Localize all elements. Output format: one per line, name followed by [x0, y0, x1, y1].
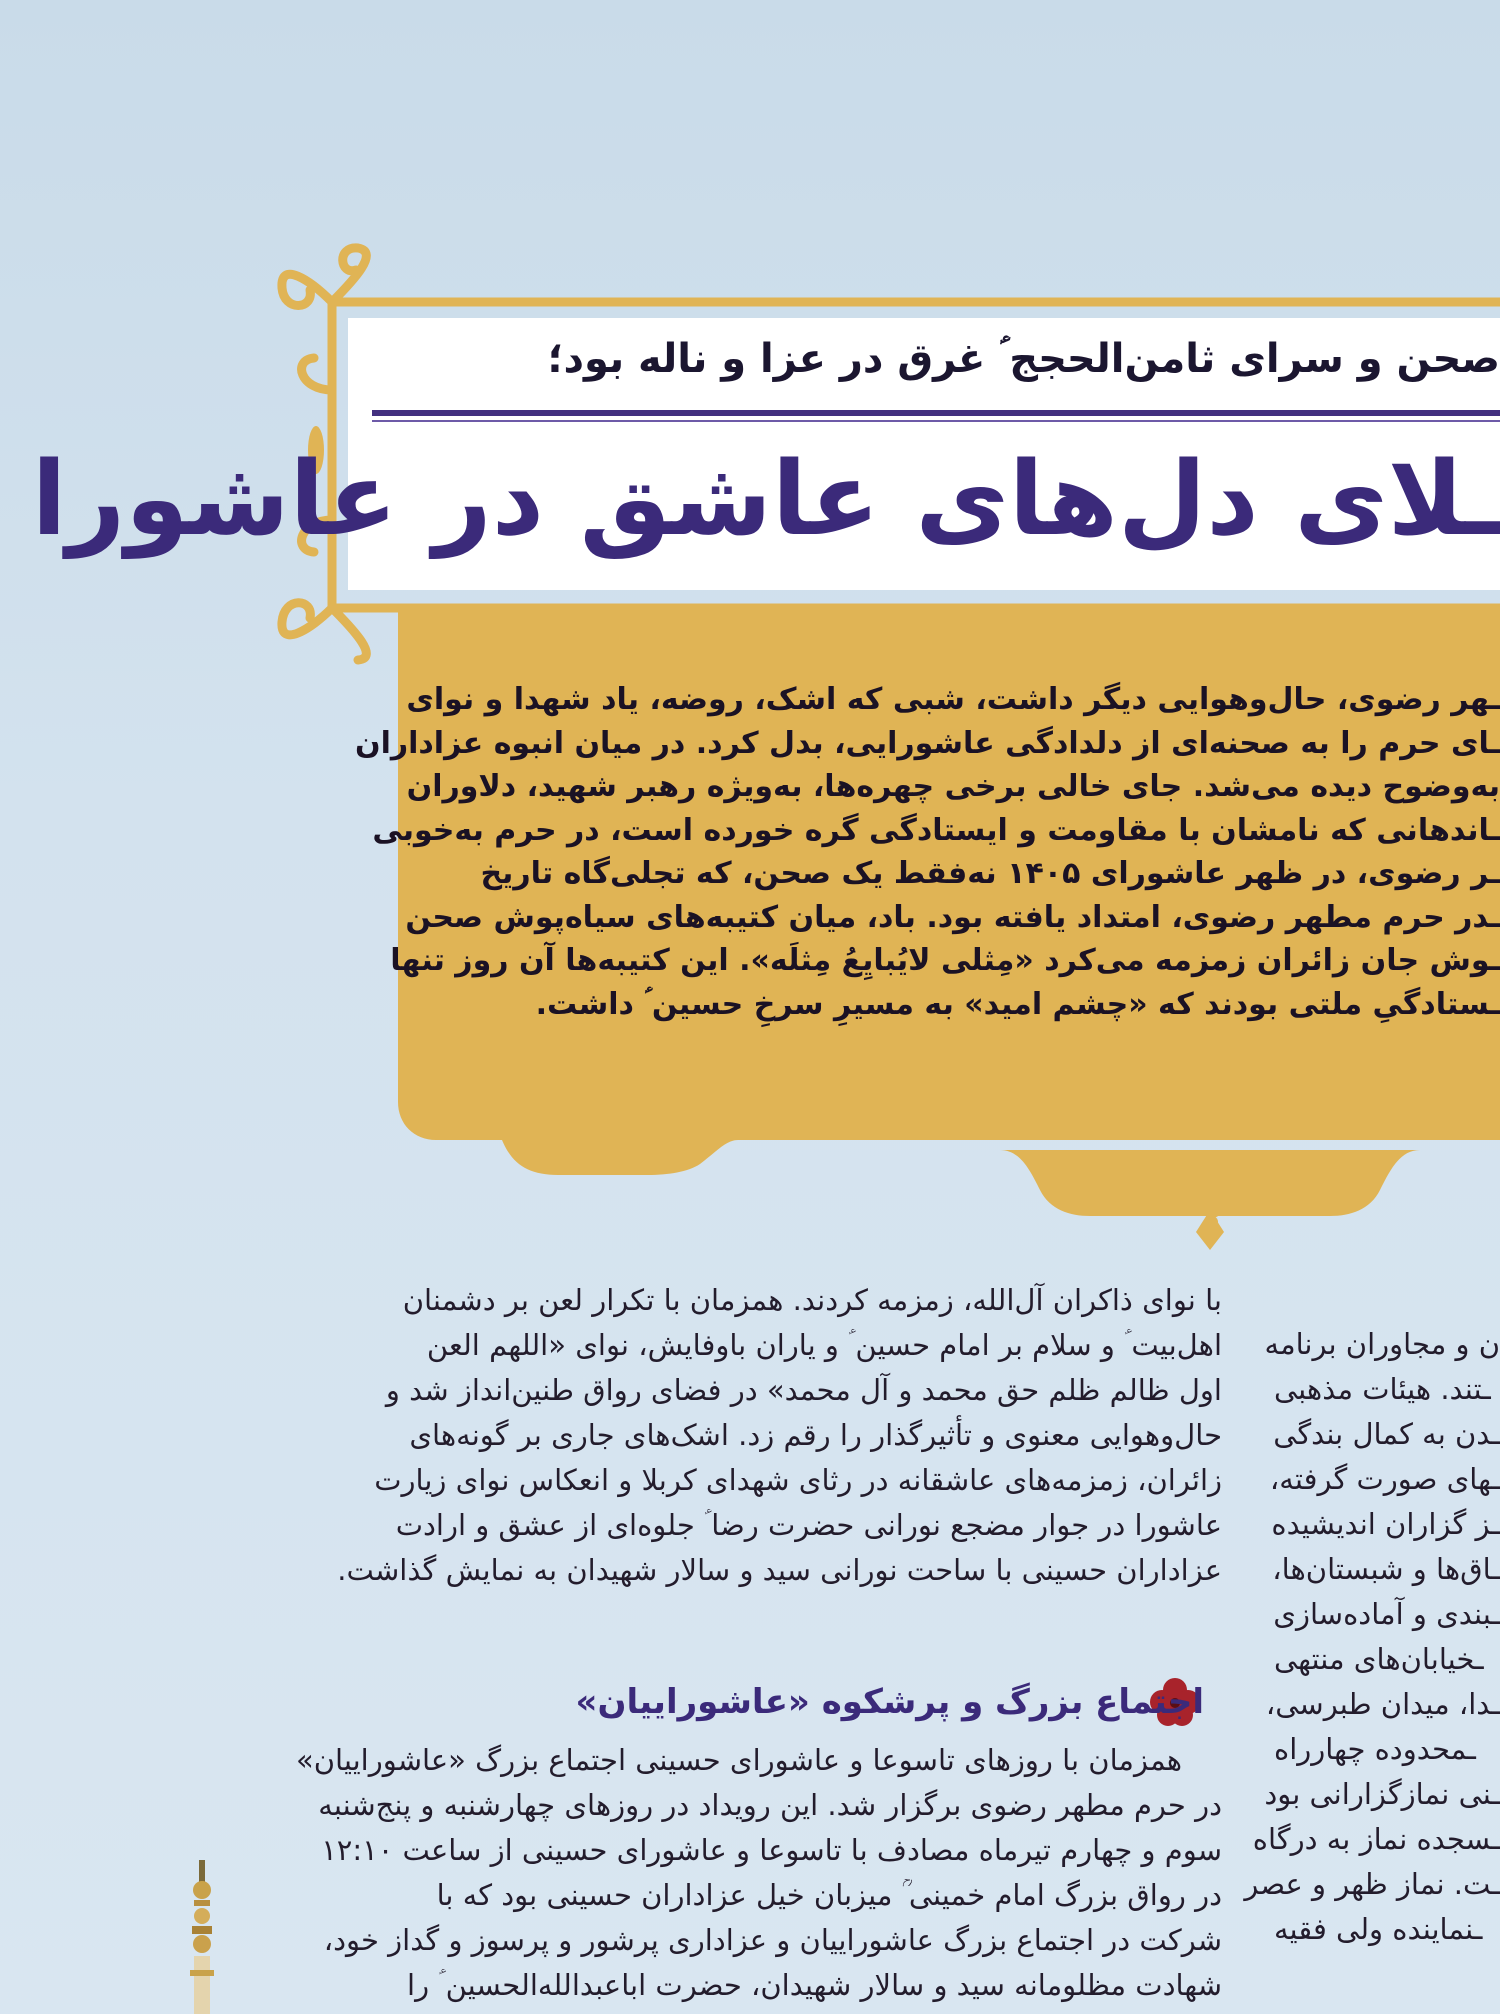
lead-line: ـوش جان زائران زمزمه می‌کرد «مِثلی لایُبایِعُ مِثلَه». این کتیبه‌ها آن روز تنها	[390, 943, 1500, 978]
body-line: ـتند. هیئات مذهبی	[1274, 1372, 1491, 1406]
lead-line: ـهر رضوی، حال‌وهوایی دیگر داشت، شبی که اشک، روضه، یاد شهدا و نوای	[406, 682, 1500, 717]
body-line: در حرم مطهر رضوی برگزار شد. این رویداد در روزهای چهارشنبه و پنج‌شنبه	[318, 1788, 1222, 1822]
body-column-main	[337, 1278, 1222, 1593]
body-line: ـمحدوده چهارراه	[1274, 1732, 1476, 1766]
body-line: شرکت در اجتماع بزرگ عاشوراییان و عزاداری پرشور و پرسوز و گداز خود،	[323, 1923, 1222, 1957]
lead-line: ـر رضوی، در ظهر عاشورای ۱۴۰۵ نه‌فقط یک صحن، که تجلی‌گاه تاریخ	[480, 856, 1500, 891]
body-line: حال‌وهوایی معنوی و تأثیرگذار را رقم زد. اشک‌های جاری بر گونه‌های	[409, 1418, 1222, 1452]
article-subtitle: صحن و سرای ثامن‌الحجج ؑ غرق در عزا و ناله بود؛	[547, 336, 1500, 382]
body-line: ن و مجاوران برنامه	[1264, 1327, 1500, 1361]
lead-line: ـاندهانی که نامشان با مقاومت و ایستادگی گره خورده است، در حرم به‌خوبی	[372, 812, 1500, 848]
body-line: اهل‌بیت ؑ و سلام بر امام حسین ؑ و یاران باوفایش، نوای «اللهم العن	[426, 1328, 1222, 1362]
body-line: ـسجده نماز به درگاه	[1252, 1822, 1500, 1856]
body-line: همزمان با روزهای تاسوعا و عاشورای حسینی اجتماع بزرگ «عاشوراییان»	[295, 1743, 1182, 1777]
body-line: زائران، زمزمه‌های عاشقانه در رثای شهدای کربلا و انعکاس نوای زیارت	[374, 1463, 1222, 1497]
body-line: ـت. نماز ظهر و عصر	[1244, 1867, 1500, 1901]
body-line: ـدا، میدان طبرسی،	[1265, 1687, 1500, 1721]
body-line: ـاق‌ها و شبستان‌ها،	[1272, 1552, 1500, 1586]
lead-line: ـستادگیِ ملتی بودند که «چشم امید» به مسیرِ سرخِ حسین ؑ داشت.	[535, 986, 1500, 1022]
minaret-illustration	[180, 1860, 224, 2014]
body-line: سوم و چهارم تیرماه مصادف با تاسوعا و عاشورای حسینی از ساعت ۱۲:۱۰	[321, 1833, 1222, 1867]
body-column-main-2	[295, 1738, 1222, 2008]
body-line: در رواق بزرگ امام خمینی ؒ میزبان خیل عزاداران حسینی بود که با	[436, 1878, 1222, 1912]
body-line: ـدن به کمال بندگی	[1273, 1417, 1500, 1451]
body-line: ـز گزاران اندیشیده	[1271, 1507, 1500, 1541]
body-line: شهادت مظلومانه سید و سالار شهیدان، حضرت اباعبدالله‌الحسین ؑ را	[407, 1968, 1222, 2002]
lead-line: ـدر حرم مطهر رضوی، امتداد یافته بود. باد، میان کتیبه‌های سیاه‌پوش صحن	[405, 899, 1500, 935]
body-line: ـبندی و آماده‌سازی	[1273, 1597, 1500, 1631]
body-line: ـهای صورت گرفته،	[1269, 1462, 1500, 1496]
lead-box-tab	[1000, 1150, 1420, 1250]
section-subheading: اجتماع بزرگ و پرشکوه «عاشوراییان»	[575, 1682, 1204, 1722]
body-line: اول ظالم ظلم حق محمد و آل محمد» در فضای رواق طنین‌انداز شد و	[385, 1373, 1222, 1407]
body-line: با نوای ذاکران آل‌الله، زمزمه کردند. همزمان با تکرار لعن بر دشمنان	[402, 1283, 1222, 1317]
body-column-right	[1244, 1322, 1500, 1952]
body-line: ـنماینده ولی فقیه	[1274, 1912, 1483, 1946]
lead-line: به‌وضوح دیده می‌شد. جای خالی برخی چهره‌ها، به‌ویژه رهبر شهید، دلاوران	[406, 769, 1500, 804]
body-line: ـنی نمازگزارانی بود	[1264, 1777, 1500, 1811]
body-line: ـخیابان‌های منتهی	[1274, 1642, 1484, 1676]
body-line: عاشورا در جوار مضجع نورانی حضرت رضا ؑ جلوه‌ای از عشق و ارادت	[395, 1508, 1222, 1542]
article-headline: ـلای دل‌های عاشق در عاشورا	[31, 440, 1500, 559]
title-rule	[372, 410, 1500, 416]
body-line: عزاداران حسینی با ساحت نورانی سید و سالار شهیدان به نمایش گذاشت.	[337, 1553, 1222, 1587]
lead-paragraph	[354, 678, 1500, 1108]
title-rule-thin	[372, 420, 1500, 422]
lead-line: ـای حرم را به صحنه‌ای از دلدادگی عاشورایی، بدل کرد. در میان انبوه عزاداران	[354, 725, 1500, 761]
